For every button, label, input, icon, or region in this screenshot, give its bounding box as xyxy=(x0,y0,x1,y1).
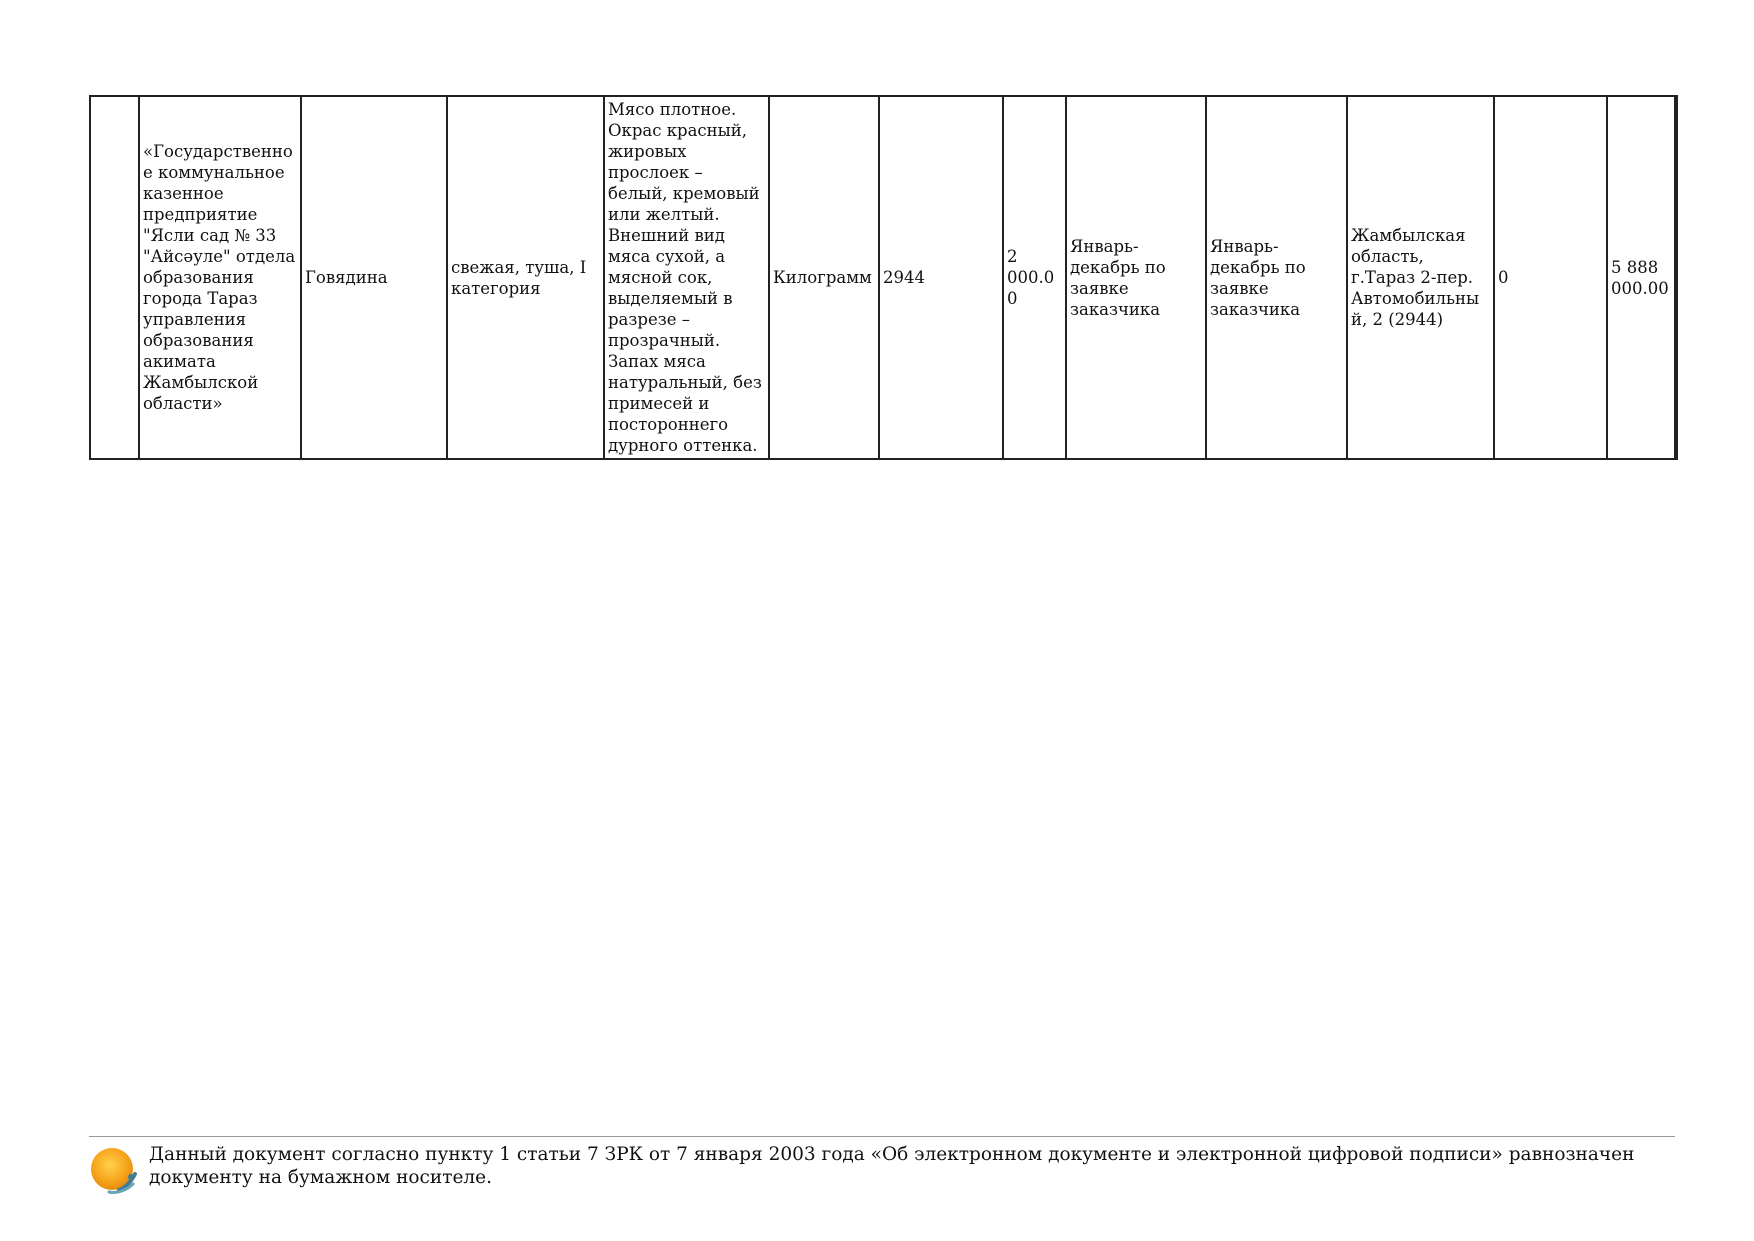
cell-period: Январь-декабрь по заявке заказчика xyxy=(1206,96,1347,459)
cell-total: 5 888 000.00 xyxy=(1607,96,1676,459)
cell-quantity: 2944 xyxy=(879,96,1003,459)
cell-short-description: свежая, туша, I категория xyxy=(447,96,604,459)
cell-delivery-term: Январь-декабрь по заявке заказчика xyxy=(1066,96,1206,459)
cell-unit: Килограмм xyxy=(769,96,879,459)
cell-customer: «Государственное коммунальное казенное предприятие "Ясли сад № 33 "Айсәуле" отдела образования города Тараз управления образования акимата Жамбылской области» xyxy=(139,96,301,459)
legal-notice: Данный документ согласно пункту 1 статьи 7 ЗРК от 7 января 2003 года «Об электронном документе и электронной цифровой подписи» равнозначен документу на бумажном носителе. xyxy=(149,1144,1635,1188)
footer xyxy=(89,1136,1675,1196)
cell-delivery-place: Жамбылская область, г.Тараз 2-пер. Автомобильный, 2 (2944) xyxy=(1347,96,1494,459)
cell-advance: 0 xyxy=(1494,96,1607,459)
cell-number xyxy=(90,96,139,459)
procurement-table xyxy=(89,95,1678,460)
cell-product: Говядина xyxy=(301,96,447,459)
table-row xyxy=(90,96,1676,459)
cell-full-description: Мясо плотное. Окрас красный, жировых прослоек – белый, кремовый или желтый. Внешний вид мяса сухой, а мясной сок, выделяемый в разрезе – прозрачный. Запах мяса натуральный, без примесей и постороннего дурного оттенка. xyxy=(604,96,769,459)
cell-price: 2 000.00 xyxy=(1003,96,1066,459)
egov-logo-icon xyxy=(89,1144,139,1196)
